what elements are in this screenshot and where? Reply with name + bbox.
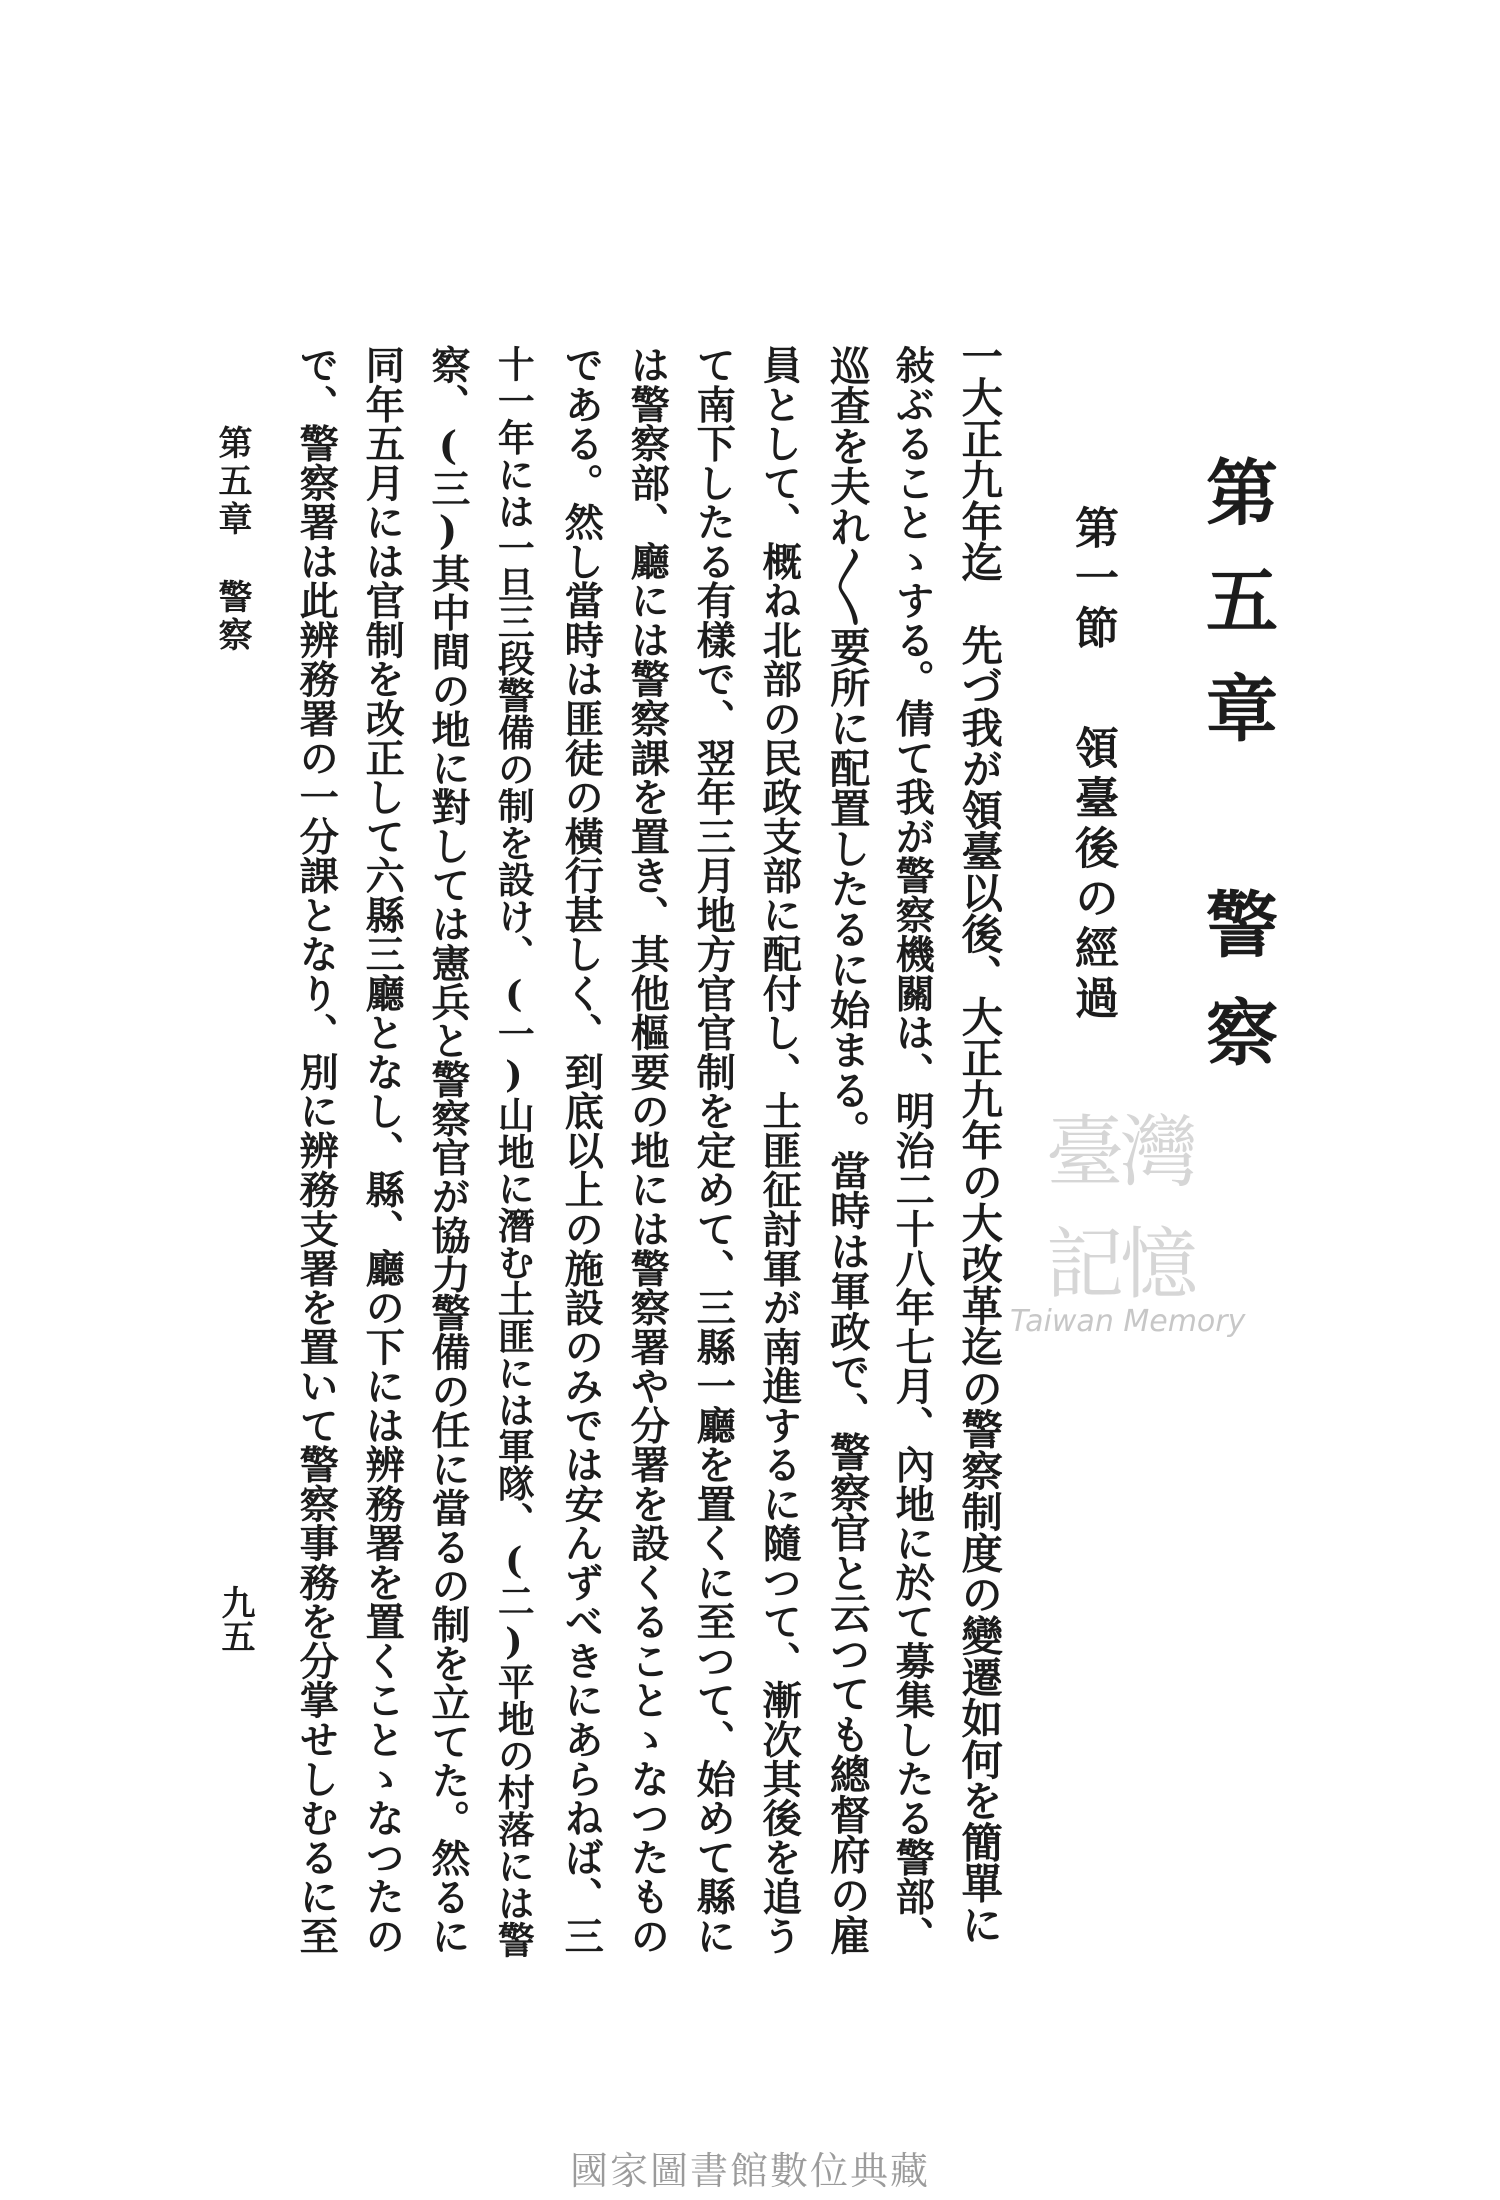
running-head-chapter: 第五章 [212,425,252,539]
chapter-title: 第五章 警察 [1194,455,1279,1103]
page-number: 九五 [215,1585,255,1653]
body-column: 察、(三)其中間の地に對しては憲兵と警察官が協力警備の任に當るの制を立てた。然るに [424,345,471,1956]
body-column: は警察部、廳には警察課を置き、其他樞要の地には警察署や分署を設くることゝなつたもの [624,345,671,1956]
watermark-logo-text: 臺灣記憶 [1045,1108,1194,1310]
footer-credit: 國家圖書館數位典藏 [569,2149,930,2193]
section-number: 第一節 [1067,505,1118,655]
watermark-subtitle: Taiwan Memory [1010,1304,1246,1339]
body-column: 一大正九年迄 先づ我が領臺以後、大正九年の大改革迄の警察制度の變遷如何を簡單に [954,335,1004,1945]
watermark-logo [1010,1090,1246,1339]
body-column: 十一年には一旦三段警備の制を設け、(一)山地に潛む土匪には軍隊、(二)平地の村落には警 [491,345,536,1958]
running-head [212,425,252,655]
body-column: 敍ぶることゝする。倩て我が警察機關は、明治二十八年七月、內地に於て募集したる警部、 [889,345,936,1956]
running-head-title: 警察 [212,579,252,655]
body-column: 同年五月には官制を改正して六縣三廳となし、縣、廳の下には辨務署を置くことゝなつたの [359,345,406,1956]
section-heading [1067,505,1118,1025]
body-column: 員として、概ね北部の民政支部に配付し、土匪征討軍が南進するに隨つて、漸次其後を追う [756,345,803,1956]
body-column: である。然し當時は匪徒の橫行甚しく、到底以上の施設のみでは安んずべきにあらねば、三 [558,345,605,1956]
body-column: 巡查を夫れ〳〵要所に配置したるに始まる。當時は軍政で、警察官と云つても總督府の雇 [823,345,871,1955]
body-column: で、警察署は此辨務署の一分課となり、別に辨務支署を置いて警察事務を分掌せしむるに至 [293,345,340,1956]
body-column: て南下したる有樣で、翌年三月地方官官制を定めて、三縣一廳を置くに至つて、始めて縣に [690,345,737,1956]
section-title: 領臺後の經過 [1067,725,1118,1025]
